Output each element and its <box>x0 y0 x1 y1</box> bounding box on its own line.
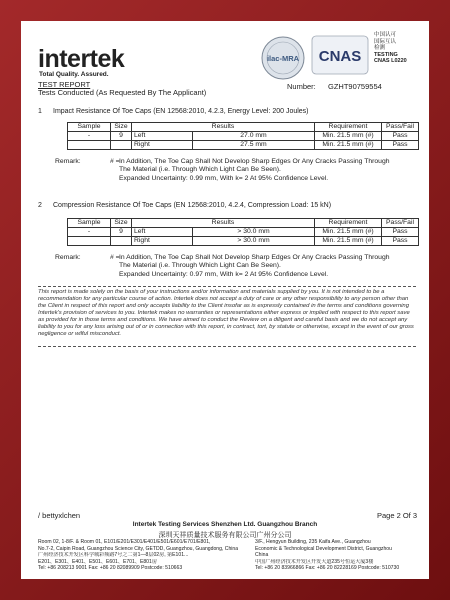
report-subtitle: Tests Conducted (As Requested By The Applicant) <box>38 88 207 97</box>
signer: / bettyxlchen <box>38 511 81 520</box>
company-name-cn: 深圳天祥质量技术服务有限公司广州分公司 <box>158 532 292 539</box>
cn-line-1: 中国认可 <box>374 32 397 38</box>
remark-label: Remark: <box>55 158 81 165</box>
ilac-text: ilac-MRA <box>266 54 300 63</box>
section-2-remark: In Addition, The Toe Cap Shall Not Develop Sharp Edges Or Any Cracks Passing Through The Material (i.e. Through Which Light Can Be Seen). Expanded Uncertainty: 0.97 mm, With k= 2 At 95% Confidence Level. <box>119 254 390 278</box>
divider <box>38 346 416 347</box>
number-label: Number: <box>287 82 316 91</box>
col-requirement: Requirement <box>315 219 382 228</box>
table-header-row <box>68 219 419 228</box>
cnas-seal-icon <box>311 35 369 75</box>
tagline: Total Quality. Assured. <box>39 71 109 78</box>
cnas-text: CNAS <box>318 48 362 65</box>
col-results: Results <box>132 123 315 132</box>
report-number: GZHT90759554 <box>328 82 382 91</box>
report-page <box>21 21 429 579</box>
col-sample: Sample <box>68 219 111 228</box>
table-header-row <box>68 123 419 132</box>
remark-label: Remark: <box>55 254 81 261</box>
divider <box>38 286 416 287</box>
section-1-remark: In Addition, The Toe Cap Shall Not Develop Sharp Edges Or Any Cracks Passing Through The Material (i.e. Through Which Light Can Be Seen). Expanded Uncertainty: 0.99 mm, With k= 2 At 95% Confidence Level. <box>119 158 390 182</box>
accreditation-block <box>374 32 426 65</box>
table-row: Right 27.5 mm Min. 21.5 mm (#) Pass <box>68 141 419 150</box>
col-results: Results <box>132 219 315 228</box>
cn-line-3: 检测 <box>374 45 386 52</box>
cn-line-2: 国际互认 <box>374 38 397 45</box>
remark-hash: # = <box>110 158 120 165</box>
report-title: TEST REPORT <box>38 80 91 89</box>
table-row: - 9 Left > 30.0 mm Min. 21.5 mm (#) Pass <box>68 228 419 237</box>
section-1-heading: 1 Impact Resistance Of Toe Caps (EN 12568:2010, 4.2.3, Energy Level: 200 Joules) <box>38 108 309 115</box>
col-size: Size <box>111 123 132 132</box>
footer-address-right: 3/F., Hengyun Building, 235 Kaifa Ave., Guangzhou Economic & Technological Development District, Guangzhou China 中国广州经济技术开发区开发大道235号恒运大厦3楼 Tel: +86 20 83966866 Fax: +86 20 82228169 Postcode: 510730 <box>255 539 400 572</box>
page-number: Page 2 Of 3 <box>376 511 417 520</box>
table-row: - 9 Left 27.0 mm Min. 21.5 mm (#) Pass <box>68 132 419 141</box>
section-2-heading: 2 Compression Resistance Of Toe Caps (EN 12568:2010, 4.2.4, Compression Load: 15 kN) <box>38 202 332 209</box>
disclaimer: This report is made solely on the basis of your instructions and/or information and materials supplied by you. It is not intended to be a recommendation for any particular course of action. Intertek does not accept a duty of care or any other responsibility to any person other than the Client in respect of this report and only accepts liability to the Client insofar as is expressly contained in the terms and conditions governing Intertek's provision of services to you. Intertek makes no warranties or representations either express or implied with respect to this report save as provided for in those terms and conditions. We have aimed to conduct the Review on a diligent and careful basis and we do not accept any liability to you for any loss arising out of or in connection with this report, in contract, tort, by statute or otherwise, except in the event of our gross negligence or wilful misconduct. <box>38 289 414 337</box>
col-pass-fail: Pass/Fail <box>382 219 419 228</box>
testing-label: TESTING <box>374 51 398 58</box>
col-sample: Sample <box>68 123 111 132</box>
col-pass-fail: Pass/Fail <box>382 123 419 132</box>
table-row: Right > 30.0 mm Min. 21.5 mm (#) Pass <box>68 237 419 246</box>
intertek-logo: intertek <box>38 45 125 73</box>
cnas-code: CNAS L0220 <box>374 58 407 65</box>
remark-hash: # = <box>110 254 120 261</box>
col-size: Size <box>111 219 132 228</box>
section-1-table <box>67 122 419 150</box>
company-name: Intertek Testing Services Shenzhen Ltd. Guangzhou Branch <box>132 521 318 528</box>
col-requirement: Requirement <box>315 123 382 132</box>
footer-address-left: Room 02, 1-8/F. & Room 01, E101/E201/E301/E401/E501/E601/E701/E801, No.7-2, Caipin Road, Guangzhou Science City, GETDD, Guangzhou, Guangdong, China 广州经济技术开发区科学城彩频路7号之二第1—8层02房, 第E101... E201、E301、E401、E501、E601、E701、E801房 Tel: +86 208213 9001 Fax: +86 20 82089909 Postcode: 510663 <box>38 539 238 572</box>
ilac-mra-seal-icon <box>260 35 306 81</box>
section-2-table <box>67 218 419 246</box>
